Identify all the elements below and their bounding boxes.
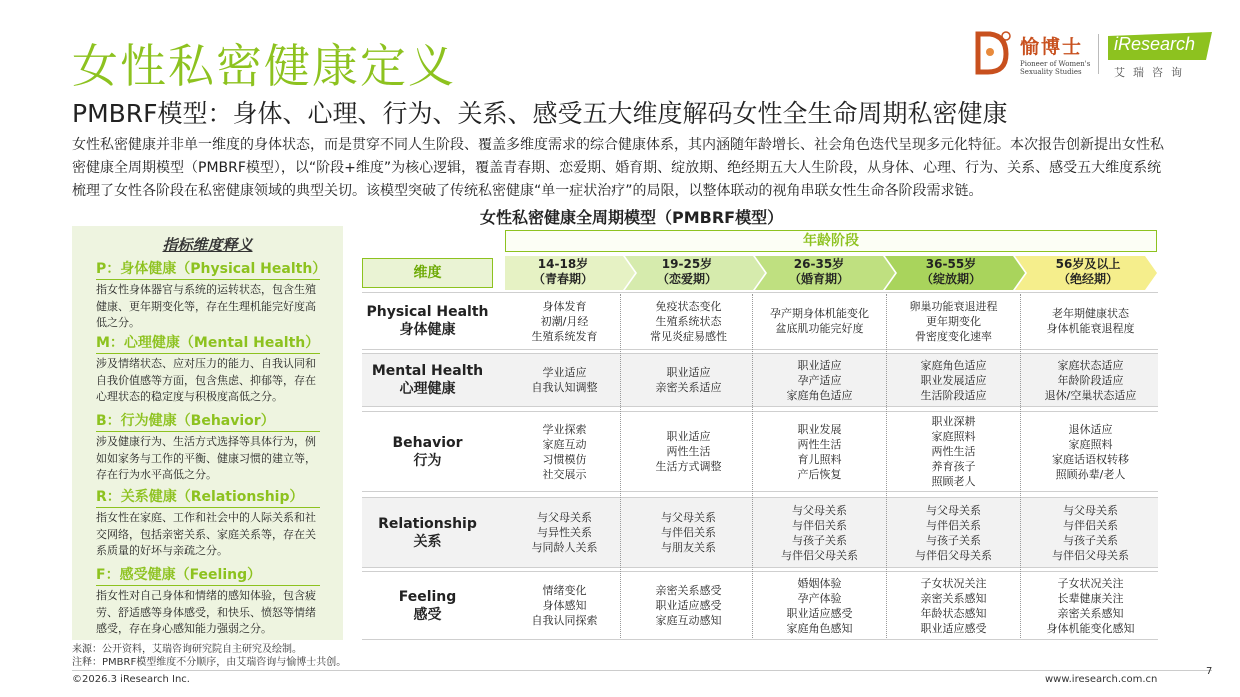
cell-line: 家庭照料 [931,430,976,443]
cell-line: 学业探索 [542,422,587,436]
row-label-cn: 身体健康 [399,322,456,338]
model-cell [626,411,751,492]
cell-line: 与父母关系 [792,503,847,517]
row-label-cn: 行为 [413,452,442,469]
cell-line: 家庭互动 [542,437,587,451]
cell-line: 与父母关系 [661,511,716,524]
row-label-en: Mental Health [371,363,484,379]
cell-line: 产后恢复 [797,467,842,481]
cell-line: 更年期变化 [926,314,981,328]
row-label-en: Physical Health [366,304,489,320]
cell-line: 孕产期身体机能变化 [770,307,869,320]
model-cell [891,353,1016,407]
cell-line: 与父母关系 [537,511,592,524]
cell-line: 生殖系统发育 [531,329,598,343]
model-cell [1028,353,1153,407]
cell-line: 职业发展适应 [920,373,987,387]
row-label-en: Relationship [378,515,477,532]
cell-line: 家庭互动感知 [655,614,722,627]
dimension-column-header: 维度 [362,258,493,288]
age-stage-header: 年龄阶段 [505,230,1157,252]
stage-name: （婚育期） [788,272,849,286]
cell-line: 孕产适应 [797,373,842,387]
model-cell [1028,411,1153,492]
cell-line: 老年期健康状态 [1052,307,1129,320]
dimension-desc: 涉及健康行为、生活方式选择等具体行为，例如如家务与工作的平衡、健康习惯的建立等，存在行为水平高低之分。 [96,435,316,481]
note-line: 注释：PMBRF模型维度不分顺序，由艾瑞咨询与愉博士共创。 [72,657,347,668]
stage-label-blooming [891,257,1011,287]
cell-line: 与伴侣父母关系 [1052,548,1129,562]
cell-line: 长辈健康关注 [1057,591,1124,605]
row-label-feeling [362,571,493,640]
stage-label-menopause [1028,257,1148,287]
model-cell [757,571,882,640]
cell-line: 职业适应感受 [655,599,722,612]
cell-line: 与伴侣关系 [1063,518,1118,532]
cell-line: 职业适应 [797,358,842,372]
dimension-relationship [96,488,344,560]
column-divider [886,294,887,638]
cell-line: 孕产体验 [797,591,842,605]
stage-label-puberty [503,257,623,287]
row-label-mental [362,353,493,407]
yubo-name: 愉博士 [1020,36,1084,58]
model-cell [891,411,1016,492]
model-cell [1028,571,1153,640]
stage-name: （恋爱期） [656,272,717,286]
stage-label-dating [627,257,747,287]
cell-line: 退休适应 [1068,422,1113,436]
cell-line: 习惯模仿 [542,452,587,466]
model-cell [626,292,751,350]
stage-age: 56岁及以上 [1055,257,1121,271]
cell-line: 家庭话语权转移 [1052,452,1129,466]
cell-line: 两性生活 [931,445,976,458]
cell-line: 家庭角色感知 [786,621,853,635]
dimension-title: M：心理健康（Mental Health） [96,334,320,354]
cell-line: 职业适应 [666,430,711,443]
source-notes [72,643,346,669]
dimension-desc: 指女性身体器官与系统的运转状态，包含生殖健康、更年期变化等，存在生理机能完好度高低之分。 [96,283,316,329]
cell-line: 盆底肌功能完好度 [775,322,864,335]
cell-line: 身体机能衰退程度 [1046,322,1135,335]
cell-line: 与朋友关系 [661,541,716,554]
cell-line: 照顾老人 [931,475,976,488]
yubo-mark-icon [972,30,1012,76]
dimension-title: F：感受健康（Feeling） [96,566,320,586]
stage-name: （绝经期） [1057,272,1118,286]
cell-line: 照顾孙辈/老人 [1055,467,1126,481]
copyright: ©2026.3 iResearch Inc. [72,674,190,685]
cell-line: 身体机能变化感知 [1046,621,1135,635]
cell-line: 家庭状态适应 [1057,358,1124,372]
iresearch-logo [1108,32,1212,78]
logo-divider [1098,34,1099,74]
row-label-en: Feeling [398,588,457,605]
dimension-desc: 涉及情绪状态、应对压力的能力、自我认同和自我价值感等方面，包含焦虑、抑郁等，存在心理状态的稳定度与积极度高低之分。 [96,357,316,403]
dimension-physical [96,260,344,332]
intro-paragraph: 女性私密健康并非单一维度的身体状态，而是贯穿不同人生阶段、覆盖多维度需求的综合健康体系，其内涵随年龄增长、社会角色迭代呈现多元化特征。本次报告创新提出女性私密健康全周期模型（PMBRF模型），以“阶段+维度”为核心逻辑，覆盖青春期、恋爱期、婚育期、绽放期、绝经期五大人生阶段，从身体、心理、行为、关系、感受五大维度系统梳理了女性各阶段在私密健康领域的典型关切。该模型突破了传统私密健康“单一症状治疗”的局限，以整体联动的视角串联女性生命各阶段需求链。 [72,137,1164,199]
model-cell [502,411,627,492]
cell-line: 自我认同探索 [531,614,598,627]
row-label-behavior [362,411,493,492]
yubo-logo [972,30,1102,80]
model-cell [502,292,627,350]
cell-line: 与伴侣关系 [661,526,716,539]
dimension-title: B：行为健康（Behavior） [96,412,320,432]
row-label-cn: 感受 [413,606,442,623]
dimension-feeling [96,566,344,638]
model-title: 女性私密健康全周期模型（PMBRF模型） [480,208,784,227]
cell-line: 育儿照料 [797,452,842,466]
cell-line: 两性生活 [797,437,842,451]
cell-line: 骨密度变化速率 [915,329,992,343]
cell-line: 职业适应 [666,366,711,379]
stage-age: 26-35岁 [793,257,845,271]
cell-line: 家庭角色适应 [920,358,987,372]
source-line: 来源：公开资料，艾瑞咨询研究院自主研究及绘制。 [72,644,302,655]
model-cell [502,353,627,407]
cell-line: 社交展示 [542,467,587,481]
cell-line: 与孩子关系 [1063,533,1118,547]
cell-line: 年龄状态感知 [920,606,987,620]
column-divider [752,294,753,638]
cell-line: 年龄阶段适应 [1057,373,1124,387]
panel-header: 指标维度释义 [162,236,253,254]
cell-line: 职业适应感受 [920,621,987,635]
cell-line: 职业深耕 [931,415,976,428]
model-cell [891,497,1016,568]
cell-line: 情绪变化 [542,584,587,597]
row-label-relationship [362,497,493,568]
model-cell [502,571,627,640]
footer-divider [72,670,1212,671]
cell-line: 与伴侣关系 [792,518,847,532]
iresearch-cn-name: 艾瑞咨询 [1114,66,1190,79]
cell-line: 与父母关系 [926,503,981,517]
cell-line: 初潮/月经 [540,314,589,328]
cell-line: 与伴侣父母关系 [915,548,992,562]
cell-line: 与异性关系 [537,526,592,539]
cell-line: 免疫状态变化 [655,299,722,313]
model-cell [757,353,882,407]
stage-age: 36-55岁 [925,257,977,271]
row-label-physical [362,292,493,350]
model-cell [1028,292,1153,350]
dimension-desc: 指女性对自己身体和情绪的感知体验，包含疲劳、舒适感等身体感受，和快乐、愤怒等情绪感受，存在身心感知能力强弱之分。 [96,589,316,635]
cell-line: 与伴侣关系 [926,518,981,532]
cell-line: 退休/空巢状态适应 [1044,388,1137,402]
page-subtitle: PMBRF模型：身体、心理、行为、关系、感受五大维度解码女性全生命周期私密健康 [72,99,1008,128]
stage-label-childbearing [759,257,879,287]
iresearch-wordmark: iResearch [1114,34,1196,54]
dimension-definitions-panel [72,226,343,640]
website-link[interactable]: www.iresearch.com.cn [1045,674,1158,685]
model-cell [626,353,751,407]
cell-line: 职业发展 [797,422,842,436]
cell-line: 养育孩子 [931,460,976,473]
row-label-en: Behavior [392,434,463,451]
row-label-cn: 心理健康 [399,381,456,397]
cell-line: 子女状况关注 [1057,576,1124,590]
model-cell [891,292,1016,350]
model-cell [626,571,751,640]
model-cell [502,497,627,568]
cell-line: 与父母关系 [1063,503,1118,517]
dimension-desc: 指女性在家庭、工作和社会中的人际关系和社交网络，包括亲密关系、家庭关系等，存在关系质量的好坏与亲疏之分。 [96,511,316,557]
stage-name: （青春期） [532,272,593,286]
cell-line: 亲密关系感知 [1057,606,1124,620]
dimension-title: P：身体健康（Physical Health） [96,260,320,280]
page-title: 女性私密健康定义 [72,39,456,93]
dimension-title: R：关系健康（Relationship） [96,488,320,508]
cell-line: 身体发育 [542,299,587,313]
cell-line: 亲密关系感知 [920,591,987,605]
cell-line: 生殖系统状态 [655,314,722,328]
cell-line: 生活方式调整 [655,460,722,473]
cell-line: 子女状况关注 [920,576,987,590]
column-divider [1020,294,1021,638]
cell-line: 卵巢功能衰退进程 [909,299,998,313]
cell-line: 两性生活 [666,445,711,458]
cell-line: 亲密关系感受 [655,584,722,597]
cell-line: 职业适应感受 [786,606,853,620]
stage-name: （绽放期） [920,272,981,286]
cell-line: 学业适应 [542,366,587,379]
model-cell [757,497,882,568]
cell-line: 生活阶段适应 [920,388,987,402]
model-cell [757,411,882,492]
stage-age: 19-25岁 [661,257,713,271]
dimension-behavior [96,412,344,484]
cell-line: 与孩子关系 [926,533,981,547]
cell-line: 自我认知调整 [531,381,598,394]
yubo-tagline: Pioneer of Women's Sexuality Studies [1020,60,1091,76]
model-cell [1028,497,1153,568]
cell-line: 与伴侣父母关系 [781,548,858,562]
cell-line: 家庭角色适应 [786,388,853,402]
row-label-cn: 关系 [413,533,442,550]
model-cell [891,571,1016,640]
cell-line: 亲密关系适应 [655,381,722,394]
cell-line: 与同龄人关系 [531,541,598,554]
cell-line: 身体感知 [542,599,587,612]
model-cell [757,292,882,350]
page-number: 7 [1206,666,1213,677]
model-cell [626,497,751,568]
cell-line: 常见炎症易感性 [650,329,727,343]
dimension-mental [96,334,344,406]
cell-line: 与孩子关系 [792,533,847,547]
cell-line: 家庭照料 [1068,437,1113,451]
stage-age: 14-18岁 [537,257,589,271]
cell-line: 婚姻体验 [797,576,842,590]
